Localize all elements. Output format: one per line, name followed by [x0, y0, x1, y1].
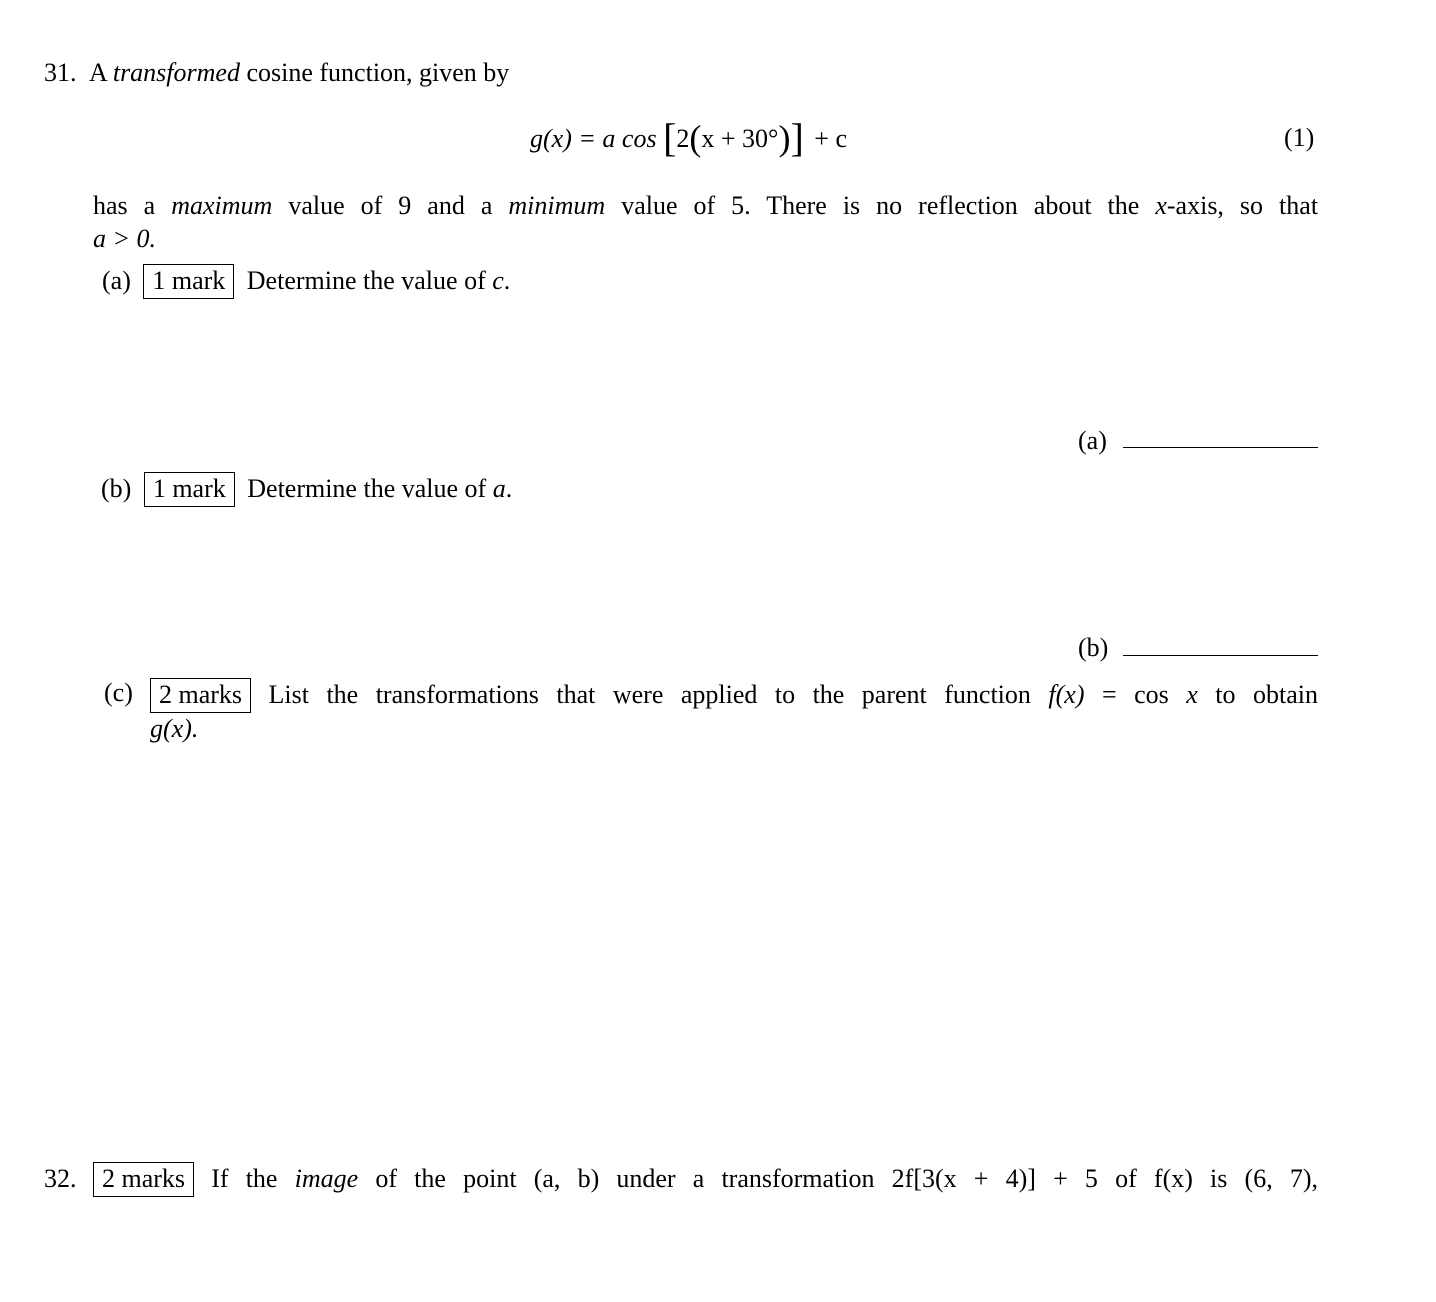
question-31-header: [44, 60, 509, 86]
marks-badge: 1 mark: [144, 472, 235, 507]
question-32-number: 32.: [44, 1164, 77, 1193]
equation-g: [530, 115, 847, 160]
part-c-text: 2 marks List the transformations that were applied to the parent function f(x) = cos x to obtain: [150, 678, 1318, 713]
equation-right-paren: ): [778, 118, 791, 158]
equation-coefficient: 2: [676, 124, 690, 153]
equation-left-bracket: [: [663, 115, 677, 160]
part-b-variable: a: [492, 474, 506, 503]
answer-b-label: (b): [1078, 633, 1109, 662]
emphasis-minimum: minimum: [508, 191, 606, 220]
equation-number: (1): [1284, 123, 1315, 152]
question-number: 31.: [44, 58, 77, 87]
answer-a-line[interactable]: [1123, 447, 1318, 448]
equation-left-paren: (: [689, 118, 702, 158]
marks-badge: 2 marks: [150, 678, 251, 713]
part-c-label: (c): [104, 678, 133, 707]
equation-lhs: g(x) = a cos: [530, 124, 657, 153]
intro-emphasis: transformed: [112, 58, 240, 87]
question-32-text: 2 marks If the image of the point (a, b) under a transformation 2f[3(x + 4)] + 5 of f(x) is (6, 7),: [93, 1162, 1318, 1197]
part-b-label: (b): [101, 474, 132, 503]
part-a-variable: c: [492, 266, 504, 295]
part-a-label: (a): [102, 266, 131, 295]
marks-badge: 2 marks: [93, 1162, 194, 1197]
part-b: (b) 1 mark Determine the value of a.: [101, 472, 512, 507]
equation-tail: + c: [814, 124, 847, 153]
description-line-2: a > 0.: [93, 224, 157, 253]
question-31-description: has a maximum value of 9 and a minimum value of 5. There is no reflection about the x-axis, so that: [93, 191, 1319, 220]
intro-text: cosine function, given by: [246, 58, 510, 87]
answer-a-label: (a): [1078, 426, 1107, 455]
equation-inner: x + 30°: [701, 124, 779, 153]
answer-b-line[interactable]: [1123, 655, 1318, 656]
part-a: (a) 1 mark Determine the value of c.: [102, 264, 510, 299]
intro-word: A: [89, 58, 107, 87]
part-a-text: Determine the value of: [246, 266, 486, 295]
equation-right-bracket: ]: [790, 115, 804, 160]
part-c-line-2: g(x).: [150, 714, 199, 743]
marks-badge: 1 mark: [143, 264, 234, 299]
emphasis-image: image: [294, 1164, 359, 1193]
emphasis-maximum: maximum: [171, 191, 273, 220]
part-b-text: Determine the value of: [247, 474, 487, 503]
